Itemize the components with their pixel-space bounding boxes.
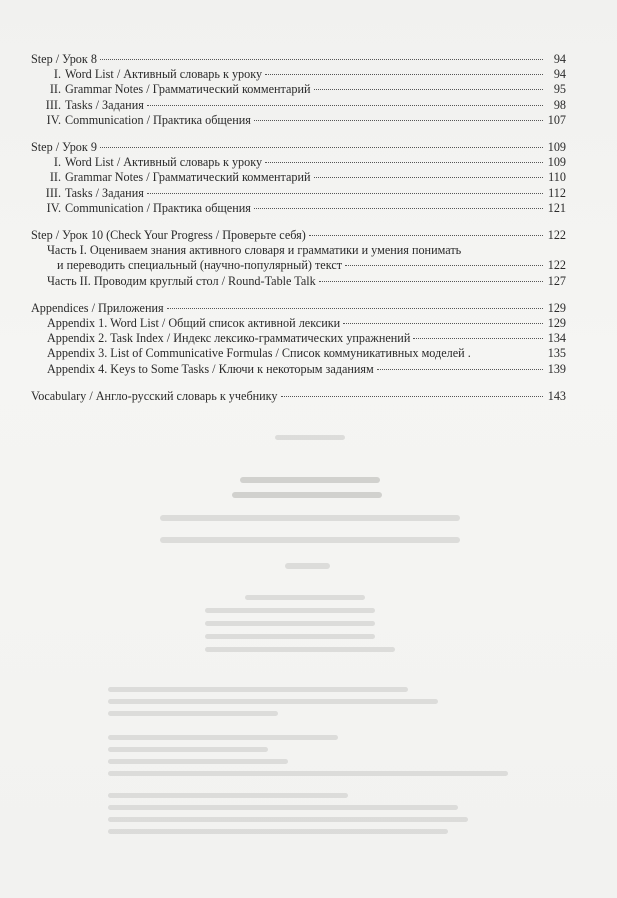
toc-group-appendices xyxy=(31,301,566,377)
toc-entry-step-8[interactable] xyxy=(31,52,566,67)
toc-entry-number: I. xyxy=(53,67,61,82)
toc-entry-number: II. xyxy=(49,82,61,97)
toc-entry[interactable] xyxy=(31,155,566,170)
leader-dots xyxy=(281,396,543,397)
toc-entry-part-2[interactable] xyxy=(31,274,566,289)
toc-page-number: 109 xyxy=(547,155,566,170)
toc-entry-title: Word List / Активный словарь к уроку xyxy=(65,67,263,82)
toc-entry-vocabulary[interactable] xyxy=(31,389,566,404)
toc-entry-appendix-4[interactable] xyxy=(31,362,566,377)
toc-page-number: 127 xyxy=(547,273,566,288)
toc-entry[interactable] xyxy=(31,201,566,216)
toc-entry-title: Часть II. Проводим круглый стол / Round-Table Talk xyxy=(47,273,316,288)
toc-entry-appendices[interactable] xyxy=(31,301,566,316)
toc-entry-title: Tasks / Задания xyxy=(65,185,144,200)
bleed-through-imprint xyxy=(0,425,617,845)
toc-entry-title: Appendix 1. Word List / Общий список активной лексики xyxy=(47,316,341,331)
toc-page-number: 135 xyxy=(547,346,566,361)
toc-page-number: 110 xyxy=(548,170,566,185)
toc-entry-title: Communication / Практика общения xyxy=(65,200,251,215)
toc-page-number: 107 xyxy=(547,112,566,127)
leader-dots xyxy=(265,162,543,163)
toc-entry[interactable] xyxy=(31,113,566,128)
toc-entry-title: и переводить специальный (научно-популярный) текст xyxy=(57,258,343,273)
toc-entry-title: Communication / Практика общения xyxy=(65,112,251,127)
toc-entry-title: Vocabulary / Англо-русский словарь к учебнику xyxy=(31,388,278,403)
toc-entry-appendix-1[interactable] xyxy=(31,316,566,331)
toc-entry-number: I. xyxy=(53,155,61,170)
toc-entry-title: Часть I. Оцениваем знания активного словаря и грамматики и умения понимать xyxy=(47,243,462,258)
toc-entry[interactable] xyxy=(31,170,566,185)
toc-page-number: 122 xyxy=(547,258,566,273)
leader-dots xyxy=(147,105,543,106)
toc-page-number: 94 xyxy=(553,52,566,66)
toc-entry[interactable] xyxy=(31,98,566,113)
leader-dots xyxy=(167,308,543,309)
toc-page-number: 94 xyxy=(553,67,566,82)
leader-dots xyxy=(100,147,543,148)
leader-dots xyxy=(265,74,543,75)
toc-entry-number: II. xyxy=(49,170,61,185)
leader-dots xyxy=(345,265,543,266)
toc-entry-title: Step / Урок 8 xyxy=(31,52,97,66)
toc-page-number: 134 xyxy=(547,331,566,346)
toc-entry-title: Appendices / Приложения xyxy=(31,300,164,315)
leader-dots xyxy=(309,235,543,236)
toc-entry-title: Word List / Активный словарь к уроку xyxy=(65,155,263,170)
toc-page-number: 139 xyxy=(547,361,566,376)
toc-page-number: 129 xyxy=(547,316,566,331)
leader-dots xyxy=(254,120,543,121)
toc-entry-title: Step / Урок 10 (Check Your Progress / Проверьте себя) xyxy=(31,228,306,243)
leader-dots xyxy=(413,338,543,339)
toc-entry-number: III. xyxy=(45,97,61,112)
leader-dots xyxy=(100,59,543,60)
toc-entry-appendix-3[interactable] xyxy=(31,346,566,361)
toc-entry[interactable] xyxy=(31,186,566,201)
toc-page-number: 129 xyxy=(547,300,566,315)
leader-dots xyxy=(319,281,543,282)
toc-entry-number: IV. xyxy=(46,112,61,127)
toc-group-step-9 xyxy=(31,140,566,216)
toc-page-number: 112 xyxy=(548,185,566,200)
toc-entry-title: Appendix 3. List of Communicative Formulas / Список коммуникативных моделей . xyxy=(47,346,471,361)
toc-page-number: 122 xyxy=(547,228,566,243)
toc-entry-part-1-line-2[interactable] xyxy=(31,258,566,273)
leader-dots xyxy=(343,323,543,324)
table-of-contents xyxy=(31,52,566,416)
toc-group-vocabulary xyxy=(31,389,566,404)
toc-group-step-8 xyxy=(31,52,566,128)
toc-entry-step-9[interactable] xyxy=(31,140,566,155)
toc-entry-step-10[interactable] xyxy=(31,228,566,243)
toc-page-number: 98 xyxy=(553,97,566,112)
toc-entry-title: Appendix 2. Task Index / Индекс лексико-грамматических упражнений xyxy=(47,331,411,346)
toc-entry-title: Tasks / Задания xyxy=(65,97,144,112)
toc-page-number: 143 xyxy=(547,388,566,403)
toc-entry-title: Grammar Notes / Грамматический комментарий xyxy=(65,82,311,97)
toc-entry-title: Step / Урок 9 xyxy=(31,140,97,155)
leader-dots xyxy=(147,193,543,194)
toc-entry-title: Grammar Notes / Грамматический комментарий xyxy=(65,170,311,185)
leader-dots xyxy=(314,89,543,90)
toc-entry[interactable] xyxy=(31,82,566,97)
toc-entry[interactable] xyxy=(31,67,566,82)
leader-dots xyxy=(314,177,543,178)
toc-page-number: 121 xyxy=(547,200,566,215)
toc-entry-number: III. xyxy=(45,185,61,200)
leader-dots xyxy=(377,369,543,370)
toc-entry-number: IV. xyxy=(46,200,61,215)
toc-entry-appendix-2[interactable] xyxy=(31,331,566,346)
leader-dots xyxy=(254,208,543,209)
toc-entry-title: Appendix 4. Keys to Some Tasks / Ключи к некоторым заданиям xyxy=(47,361,374,376)
toc-page-number: 109 xyxy=(547,140,566,155)
toc-page-number: 95 xyxy=(553,82,566,97)
toc-group-step-10 xyxy=(31,228,566,289)
toc-entry-part-1-line-1[interactable] xyxy=(31,243,566,258)
